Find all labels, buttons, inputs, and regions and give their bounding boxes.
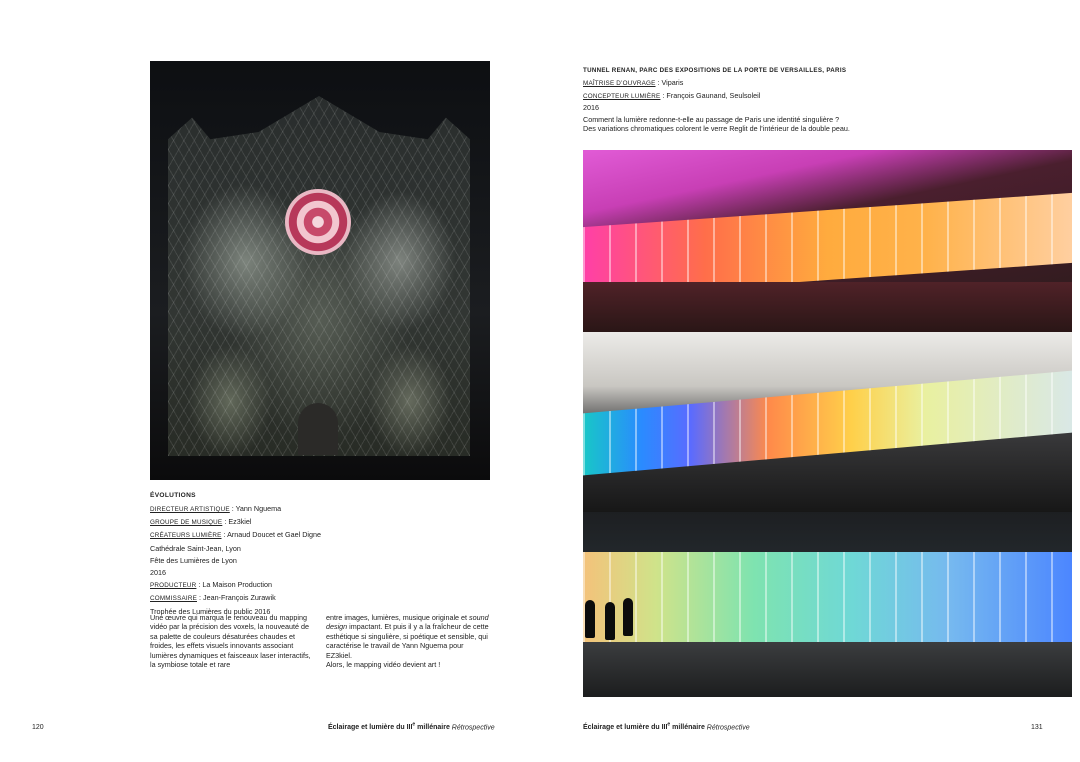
- footer-section: Rétrospective: [706, 724, 750, 732]
- credit-value: : Viparis: [655, 78, 684, 87]
- footer-sup: e: [667, 722, 671, 728]
- col2-italic: sound design: [326, 613, 489, 632]
- credit-line: [150, 579, 490, 592]
- tunnel-floor: [583, 282, 1072, 332]
- credit-label: GROUPE DE MUSIQUE: [150, 519, 223, 527]
- tunnel-photo-green: [583, 512, 1072, 697]
- trophy-line: Trophée des Lumières du public 2016: [150, 606, 271, 616]
- left-page-number: 120: [32, 724, 44, 731]
- footer-title: Éclairage et lumière du III: [328, 724, 413, 732]
- credit-label: CONCEPTEUR LUMIÈRE: [583, 92, 661, 100]
- col2-text-b: impactant. Et puis il y a la fraîcheur de cette esthétique si singulière, si poétique et sensible, qui caractérise le travail de Yann Nguema pour EZ3kiel.: [326, 622, 489, 660]
- right-credits: [583, 77, 1073, 114]
- footer-section: Rétrospective: [451, 724, 495, 732]
- credit-label: COMMISSAIRE: [150, 595, 197, 603]
- desc-line-1: Comment la lumière redonne-t-elle au passage de Paris une identité singulière ?: [583, 115, 840, 124]
- tunnel-photo-pink: [583, 150, 1072, 332]
- footer-title-2: millénaire: [415, 724, 450, 732]
- credit-label: DIRECTEUR ARTISTIQUE: [150, 506, 230, 513]
- pedestrian-silhouette: [585, 600, 595, 638]
- credit-value: : Ez3kiel: [222, 517, 252, 527]
- footer-sup: e: [412, 722, 416, 728]
- credit-label: CRÉATEURS LUMIÈRE: [150, 532, 222, 540]
- col2-closing: Alors, le mapping vidéo devient art !: [326, 660, 441, 670]
- credit-line: [150, 516, 490, 529]
- right-footer: [583, 722, 750, 731]
- body-column-1: Une œuvre qui marqua le renouveau du mapping vidéo par la précision des voxels, la nouveauté de sa palette de couleurs désaturées chaudes et froides, les effets visuels innovants associant lumières dynamiques et faisceaux laser interactifs, la symbiose totale et rare: [150, 613, 311, 670]
- year-line: 2016: [583, 103, 599, 112]
- portal-arch: [298, 403, 338, 455]
- cathedral-light-mapping-photo: [150, 61, 490, 480]
- tunnel-photo-blue: [583, 332, 1072, 512]
- credit-value: : La Maison Production: [196, 580, 272, 590]
- credit-value: : Jean-François Zurawik: [196, 593, 276, 603]
- left-title: ÉVOLUTIONS: [150, 492, 196, 499]
- glass-wall: [583, 371, 1072, 476]
- facade-projection: [168, 96, 470, 456]
- glass-wall: [583, 552, 1072, 642]
- credit-line: [583, 90, 1073, 103]
- info-line: Fête des Lumières de Lyon: [150, 555, 237, 565]
- tunnel-floor: [583, 642, 1072, 697]
- info-line: 2016: [150, 568, 166, 578]
- right-page-number: 131: [1031, 724, 1043, 731]
- credit-label: PRODUCTEUR: [150, 582, 197, 590]
- credit-value: : François Gaunand, Seulsoleil: [660, 90, 761, 100]
- left-footer: [328, 722, 495, 732]
- body-column-2: [326, 613, 490, 669]
- right-description: [583, 115, 1073, 134]
- credit-label: MAÎTRISE D’OUVRAGE: [583, 80, 656, 87]
- desc-line-2: Des variations chromatiques colorent le verre Reglit de l’intérieur de la double peau.: [583, 124, 850, 134]
- pedestrian-silhouette: [623, 598, 633, 636]
- credit-line: [150, 503, 490, 516]
- credit-line: [150, 529, 490, 542]
- tunnel-photo-strip: [583, 150, 1072, 697]
- right-title: TUNNEL RENAN, PARC DES EXPOSITIONS DE LA PORTE DE VERSAILLES, PARIS: [583, 67, 847, 74]
- credit-line: [583, 77, 1073, 90]
- col2-text: entre images, lumières, musique originale et: [326, 613, 470, 622]
- credit-value: : Yann Nguema: [229, 504, 282, 513]
- info-line: Cathédrale Saint-Jean, Lyon: [150, 543, 241, 553]
- credit-line: [150, 592, 490, 605]
- left-credits: [150, 503, 490, 618]
- footer-title: Éclairage et lumière du III: [583, 724, 668, 732]
- credit-value: : Arnaud Doucet et Gael Digne: [221, 530, 322, 540]
- pedestrian-silhouette: [605, 602, 615, 640]
- footer-title-2: millénaire: [670, 724, 705, 732]
- rose-window: [285, 189, 351, 255]
